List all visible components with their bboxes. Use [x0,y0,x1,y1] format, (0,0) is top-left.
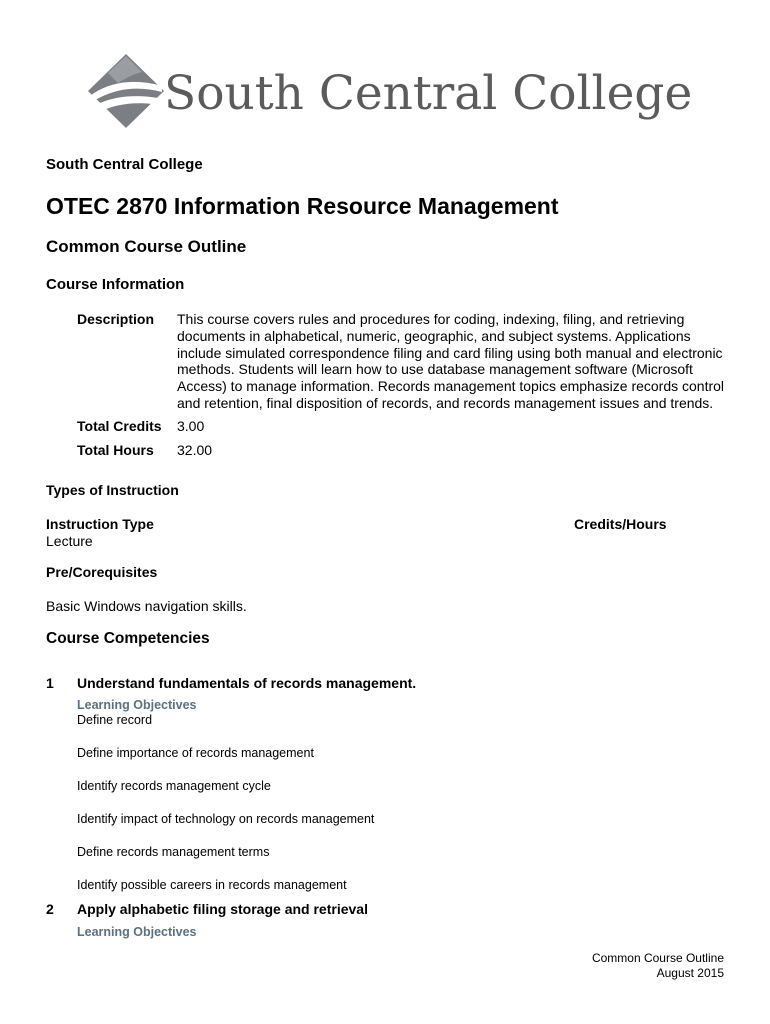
competency-title: Understand fundamentals of records management. [77,675,417,691]
description-line: documents in alphabetical, numeric, geographic, and subject systems. Applications [177,327,691,344]
instruction-type-header: Instruction Type [46,516,154,532]
learning-objectives-label: Learning Objectives [77,698,197,712]
prerequisites-heading: Pre/Corequisites [46,564,158,580]
footer-date: August 2015 [656,966,724,980]
footer-outline-label: Common Course Outline [591,951,724,965]
college-logo-icon [86,52,166,130]
description-line: methods. Students will learn how to use database management software (Microsoft [177,361,693,378]
learning-objective: Identify possible careers in records management [77,878,347,892]
instruction-type-row: Lecture [46,533,93,549]
competency-number: 2 [46,901,54,917]
learning-objective: Define records management terms [77,845,270,859]
competency-title: Apply alphabetic filing storage and retrieval [77,901,368,917]
learning-objective: Define record [77,713,153,727]
total-credits-label: Total Credits [77,418,162,434]
learning-objective: Identify impact of technology on records management [77,812,375,826]
description-line: and retention, final disposition of records, and records management issues and trends. [177,394,714,411]
learning-objective: Define importance of records management [77,746,314,760]
types-of-instruction-heading: Types of Instruction [46,482,179,498]
college-logo [86,52,693,136]
credits-hours-header: Credits/Hours [574,516,667,532]
learning-objective: Identify records management cycle [77,779,271,793]
description-line: include simulated correspondence filing and card filing using both manual and electronic [177,344,723,361]
total-hours-label: Total Hours [77,442,154,458]
competency-number: 1 [46,675,54,691]
college-name: South Central College [46,156,203,173]
logo-wordmark: South Central College [164,66,693,121]
total-hours-value: 32.00 [177,442,213,458]
prerequisites-text: Basic Windows navigation skills. [46,598,247,614]
total-credits-value: 3.00 [177,418,205,434]
course-information-heading: Course Information [46,276,185,293]
description-label: Description [77,311,155,327]
description-line: Access) to manage information. Records management topics emphasize records control [177,378,725,395]
description-text [177,311,725,412]
learning-objectives-label: Learning Objectives [77,925,197,939]
outline-title: Common Course Outline [46,237,247,256]
course-title: OTEC 2870 Information Resource Management [46,193,559,219]
course-competencies-heading: Course Competencies [46,630,210,647]
description-line: This course covers rules and procedures for coding, indexing, filing, and retrieving [177,311,685,327]
